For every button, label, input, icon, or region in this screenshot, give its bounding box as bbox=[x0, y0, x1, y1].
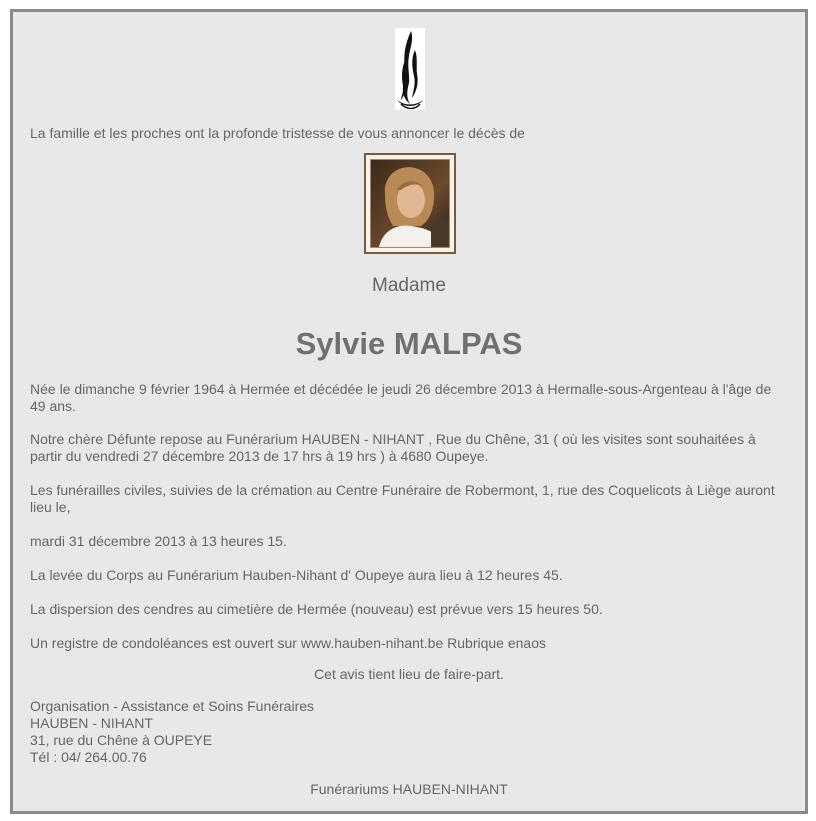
paragraph-levee: La levée du Corps au Funérarium Hauben-Nihant d' Oupeye aura lieu à 12 heures 45. bbox=[30, 567, 563, 583]
organisation-phone: Tél : 04/ 264.00.76 bbox=[30, 749, 147, 765]
paragraph-funerarium: Notre chère Défunte repose au Funérarium HAUBEN - NIHANT , Rue du Chêne, 31 ( où les visites sont souhaitées à partir du vendredi 27 décembre 2013 de 17 hrs à 19 hrs ) à 4680 Oupeye. bbox=[30, 431, 756, 464]
honorific: Madame bbox=[372, 275, 446, 296]
portrait-photo bbox=[370, 159, 450, 248]
obituary-content bbox=[27, 12, 791, 811]
organisation-address: 31, rue du Chêne à OUPEYE bbox=[30, 732, 213, 748]
organisation-line: Organisation - Assistance et Soins Funéraires bbox=[30, 698, 315, 714]
organisation-block bbox=[30, 698, 790, 766]
paragraph-funeral: Les funérailles civiles, suivies de la crémation au Centre Funéraire de Robermont, 1, rue des Coquelicots à Liège auront lieu le, bbox=[30, 482, 775, 515]
intro-text: La famille et les proches ont la profonde tristesse de vous annoncer le décès de bbox=[30, 125, 525, 141]
obituary-card bbox=[10, 9, 808, 814]
paragraph-condolences: Un registre de condoléances est ouvert sur www.hauben-nihant.be Rubrique enaos bbox=[30, 635, 546, 651]
footer-signature: Funérariums HAUBEN-NIHANT bbox=[310, 781, 508, 797]
notice-text: Cet avis tient lieu de faire-part. bbox=[314, 666, 504, 682]
deceased-name: Sylvie MALPAS bbox=[295, 326, 523, 361]
flame-icon bbox=[395, 28, 425, 110]
portrait-frame bbox=[364, 153, 456, 254]
paragraph-funeral-date: mardi 31 décembre 2013 à 13 heures 15. bbox=[30, 533, 287, 549]
paragraph-dispersion: La dispersion des cendres au cimetière de Hermée (nouveau) est prévue vers 15 heures 50. bbox=[30, 601, 603, 617]
paragraph-birth-death: Née le dimanche 9 février 1964 à Hermée et décédée le jeudi 26 décembre 2013 à Hermalle-sous-Argenteau à l'âge de 49 ans. bbox=[30, 381, 772, 414]
organisation-name: HAUBEN - NIHANT bbox=[30, 715, 153, 731]
